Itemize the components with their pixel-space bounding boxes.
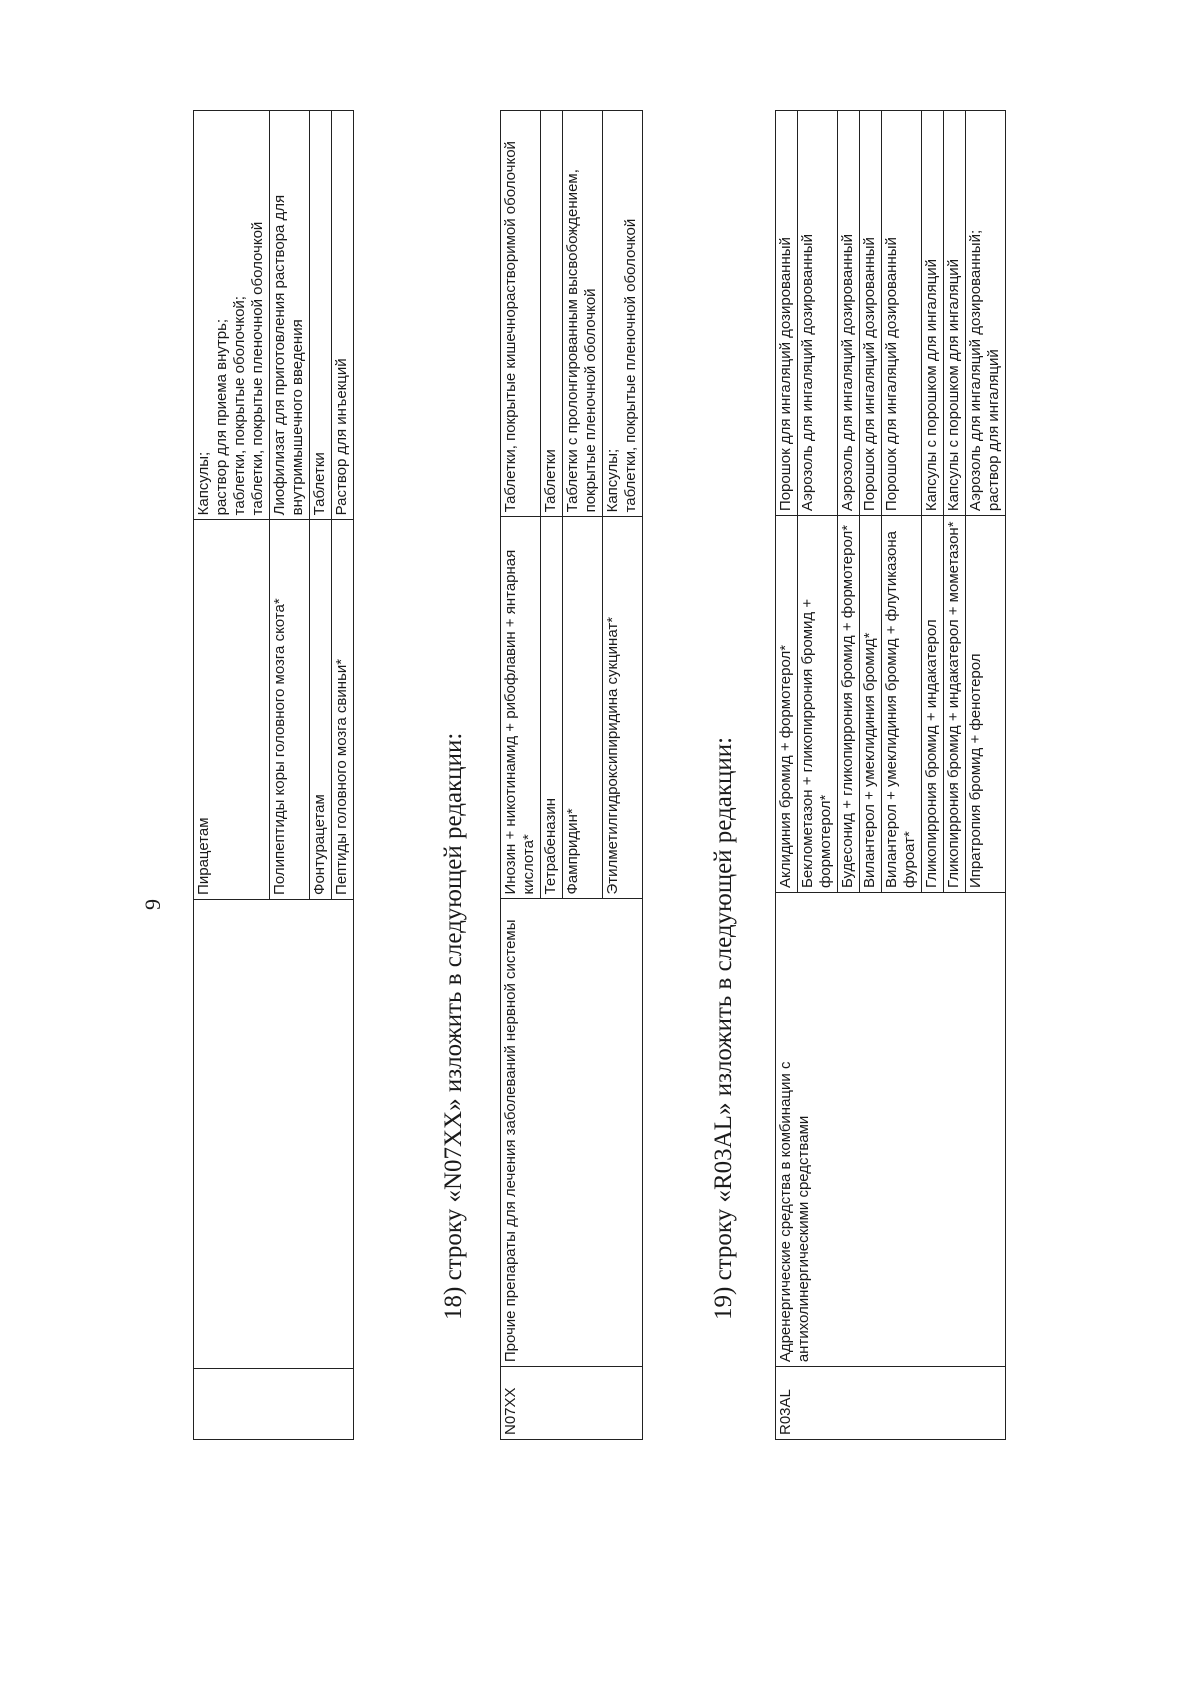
inn-cell: Вилантерол + умеклидиния бромид* [860, 516, 882, 893]
inn-cell: Гликопиррония бромид + индакатерол [922, 516, 944, 893]
form-line: таблетки, покрытые оболочкой; [231, 296, 248, 516]
inn-cell: Полипептиды коры головного мозга скота* [270, 520, 310, 900]
inn-cell: Тетрабеназин [541, 517, 563, 899]
form-cell: Таблетки [541, 111, 563, 517]
page-number: 9 [140, 899, 165, 910]
form-cell: Порошок для ингаляций дозированный [882, 111, 922, 516]
form-cell: Аэрозоль для ингаляций дозированный [798, 111, 838, 516]
form-cell [194, 111, 270, 520]
inn-cell: Фонтурацетам [310, 520, 332, 900]
inn-cell: Аклидиния бромид + формотерол* [776, 516, 798, 893]
section-19-heading: 19) строку «R03AL» изложить в следующей редакции: [710, 736, 737, 1320]
form-line: таблетки, покрытые пленочной оболочкой [622, 218, 639, 513]
table-row [776, 111, 798, 1440]
table-row [194, 111, 270, 1440]
group-cell [194, 899, 354, 1368]
form-cell: Капсулы с порошком для ингаляций [944, 111, 966, 516]
inn-cell: Беклометазон + гликопиррония бромид + формотерол* [798, 516, 838, 893]
group-cell: Адренергические средства в комбинации с антихолинергическими средствами [776, 893, 1006, 1367]
inn-cell: Пирацетам [194, 520, 270, 900]
form-cell: Порошок для ингаляций дозированный [860, 111, 882, 516]
section-18-heading: 18) строку «N07XX» изложить в следующей редакции: [440, 732, 467, 1320]
form-line: Капсулы; [604, 448, 621, 513]
form-line: раствор для ингаляций [985, 349, 1002, 512]
form-cell: Таблетки [310, 111, 332, 520]
code-cell: N07XX [501, 1367, 643, 1440]
form-line: Аэрозоль для ингаляций дозированный; [967, 229, 984, 512]
form-cell: Порошок для ингаляций дозированный [776, 111, 798, 516]
form-cell: Таблетки, покрытые кишечнорастворимой оболочкой [501, 111, 541, 517]
inn-cell: Инозин + никотинамид + рибофлавин + янтарная кислота* [501, 517, 541, 899]
inn-cell: Фампридин* [563, 517, 603, 899]
code-cell: R03AL [776, 1367, 1006, 1440]
form-cell: Раствор для инъекций [332, 111, 354, 520]
inn-cell: Пептиды головного мозга свиньи* [332, 520, 354, 900]
form-cell [603, 111, 643, 517]
table-n07xx [500, 110, 643, 1440]
table-r03al [775, 110, 1006, 1440]
code-cell [194, 1369, 354, 1440]
form-cell: Лиофилизат для приготовления раствора для внутримышечного введения [270, 111, 310, 520]
form-cell [966, 111, 1006, 516]
rotated-content [60, 110, 1060, 1650]
inn-cell: Этилметилгидроксипиридина сукцинат* [603, 517, 643, 899]
inn-cell: Ипратропия бромид + фенотерол [966, 516, 1006, 893]
inn-cell: Гликопиррония бромид + индакатерол + мометазон* [944, 516, 966, 893]
form-line: Капсулы; [195, 451, 212, 516]
form-cell: Таблетки с пролонгированным высвобождением, покрытые пленочной оболочкой [563, 111, 603, 517]
table-row [501, 111, 541, 1440]
group-cell: Прочие препараты для лечения заболеваний нервной системы [501, 899, 643, 1367]
form-line: раствор для приема внутрь; [213, 318, 230, 516]
inn-cell: Вилантерол + умеклидиния бромид + флутиказона фуроат* [882, 516, 922, 893]
inn-cell: Будесонид + гликопиррония бромид + формотерол* [838, 516, 860, 893]
form-cell: Аэрозоль для ингаляций дозированный [838, 111, 860, 516]
form-line: таблетки, покрытые пленочной оболочкой [249, 221, 266, 516]
continuation-table [193, 110, 354, 1440]
form-cell: Капсулы с порошком для ингаляций [922, 111, 944, 516]
